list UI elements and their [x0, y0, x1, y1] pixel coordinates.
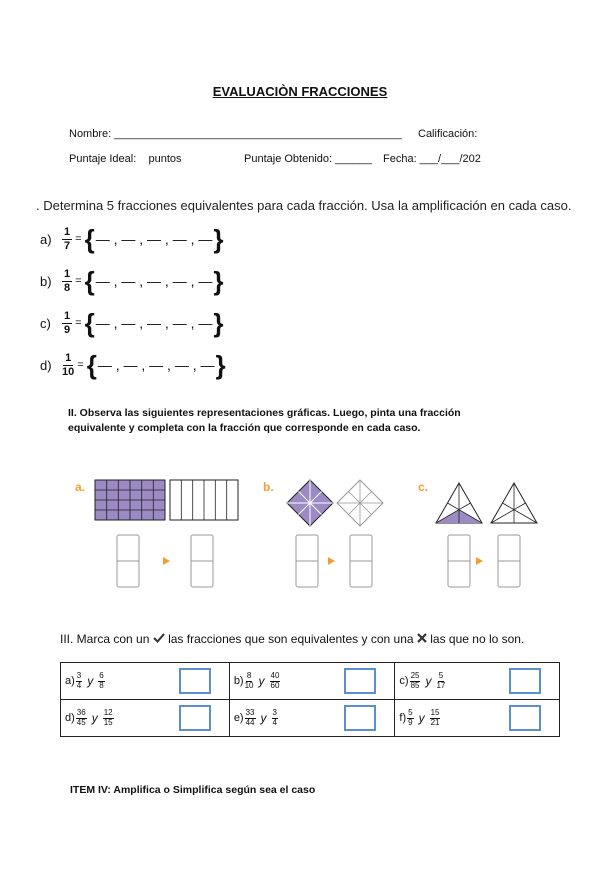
letter-b: b. [263, 480, 274, 494]
fraction [62, 311, 72, 336]
denominator: 21 [430, 718, 440, 727]
equals-sign: = [75, 233, 82, 245]
numerator: 33 [245, 708, 255, 717]
puntaje-obtenido[interactable]: Puntaje Obtenido: ______ [244, 153, 372, 165]
fraction [76, 672, 82, 690]
fraction [407, 709, 413, 727]
numerator: 1 [64, 309, 71, 322]
item-d-row [40, 352, 226, 378]
table-cell [229, 700, 395, 737]
fraction [98, 672, 104, 690]
arrow-right-icon [328, 557, 335, 565]
denominator: 60 [270, 681, 280, 690]
answer-checkbox[interactable] [344, 705, 376, 731]
conjunction: y [425, 674, 432, 688]
numerator: 3 [272, 708, 277, 717]
instruction-part: las fracciones que son equivalentes y con una [168, 632, 414, 646]
numerator: 3 [76, 671, 82, 680]
answer-checkbox[interactable] [179, 668, 211, 694]
fraction [430, 709, 441, 727]
denominator: 10 [62, 365, 75, 378]
conjunction: y [87, 674, 94, 688]
numerator: 1 [65, 351, 72, 364]
table-row [61, 700, 560, 737]
numerator: 1 [64, 225, 71, 238]
denominator: 9 [64, 323, 71, 336]
fraction [410, 672, 421, 690]
section3-instruction [60, 632, 524, 646]
cell-label: f) [399, 712, 407, 724]
denominator: 15 [103, 718, 113, 727]
cell-label: c) [399, 675, 409, 687]
triangle-blank-figure[interactable] [491, 483, 537, 523]
section2-instruction: II. Observa las siguientes representaciones gráficas. Luego, pinta una fracción equivalente y completa con la fracción que corresponde en cada caso. [68, 407, 461, 434]
section2-graphics [70, 475, 550, 595]
cross-icon [417, 633, 427, 643]
equivalence-table [60, 662, 560, 737]
numerator: 25 [410, 671, 420, 680]
answer-checkbox[interactable] [179, 705, 211, 731]
section4-instruction: ITEM IV: Amplifica o Simplifica según sea el caso [70, 784, 316, 796]
item-b-row [40, 268, 224, 294]
puntaje-ideal: Puntaje Ideal: puntos [69, 153, 182, 165]
denominator: 8 [99, 681, 104, 690]
numerator: 36 [76, 708, 86, 717]
cell-label: b) [233, 675, 244, 687]
cell-label: a) [65, 675, 75, 687]
cell-label: e) [233, 712, 244, 724]
calificacion-label: Calificación: [418, 128, 478, 140]
fraction [62, 227, 72, 252]
table-cell [395, 663, 560, 700]
arrow-right-icon [163, 557, 170, 565]
answer-blanks[interactable]: — , — , — , — , — [95, 231, 213, 247]
answer-checkbox[interactable] [509, 668, 541, 694]
fraction [270, 672, 281, 690]
fraction [436, 672, 445, 690]
arrow-right-icon [476, 557, 483, 565]
instruction-part: las que no lo son. [430, 632, 525, 646]
open-brace: { [84, 266, 95, 296]
answer-checkbox[interactable] [509, 705, 541, 731]
fraction [245, 709, 256, 727]
answer-blanks[interactable]: — , — , — , — , — [97, 357, 215, 373]
numerator: 5 [408, 708, 413, 717]
equals-sign: = [75, 317, 82, 329]
table-cell [395, 700, 560, 737]
table-cell [61, 663, 230, 700]
fraction [76, 709, 87, 727]
denominator: 85 [410, 681, 420, 690]
denominator: 44 [245, 718, 255, 727]
item-c-row [40, 310, 224, 336]
table-row [61, 663, 560, 700]
denominator: 4 [76, 681, 82, 690]
item-label: d) [40, 357, 52, 373]
item-label: a) [40, 231, 52, 247]
letter-a: a. [75, 480, 86, 494]
numerator: 12 [103, 708, 113, 717]
table-cell [229, 663, 395, 700]
grid-blank-figure[interactable] [170, 480, 238, 520]
conjunction: y [418, 711, 425, 725]
numerator: 40 [270, 671, 280, 680]
close-brace: } [213, 266, 224, 296]
triangle-shaded-figure [436, 483, 482, 523]
denominator: 4 [272, 718, 277, 727]
equals-sign: = [75, 275, 82, 287]
numerator: 1 [64, 267, 71, 280]
nombre-field[interactable]: Nombre: _______________________________________________ [69, 128, 402, 140]
letter-c: c. [418, 480, 429, 494]
denominator: 7 [64, 239, 71, 252]
diamond-shaded-figure [287, 480, 333, 526]
close-brace: } [213, 224, 224, 254]
item-label: c) [40, 315, 51, 331]
answer-blanks[interactable]: — , — , — , — , — [95, 315, 213, 331]
fecha-field[interactable]: Fecha: ___/___/202 [383, 153, 481, 165]
denominator: 9 [408, 718, 413, 727]
denominator: 45 [76, 718, 86, 727]
open-brace: { [84, 308, 95, 338]
numerator: 6 [99, 671, 104, 680]
close-brace: } [213, 308, 224, 338]
numerator: 15 [430, 708, 440, 717]
grid-shaded-figure [95, 480, 165, 520]
fraction [103, 709, 114, 727]
answer-checkbox[interactable] [344, 668, 376, 694]
equals-sign: = [77, 359, 84, 371]
close-brace: } [215, 350, 226, 380]
item-label: b) [40, 273, 52, 289]
check-icon [153, 633, 165, 643]
item-a-row [40, 226, 224, 252]
cell-label: d) [65, 712, 75, 724]
conjunction: y [260, 711, 267, 725]
answer-blanks[interactable]: — , — , — , — , — [95, 273, 213, 289]
diamond-blank-figure[interactable] [337, 480, 383, 526]
conjunction: y [258, 674, 265, 688]
numerator: 5 [438, 671, 444, 680]
open-brace: { [86, 350, 97, 380]
fraction [62, 269, 72, 294]
instruction-part: III. Marca con un [60, 632, 150, 646]
conjunction: y [91, 711, 98, 725]
denominator: 17 [436, 681, 446, 690]
denominator: 10 [244, 681, 254, 690]
table-cell [61, 700, 230, 737]
open-brace: { [84, 224, 95, 254]
section1-instruction: . Determina 5 fracciones equivalentes para cada fracción. Usa la amplificación en cada caso. [36, 198, 572, 213]
fraction [62, 353, 74, 378]
page-title: EVALUACIÒN FRACCIONES [212, 84, 388, 99]
fraction [272, 709, 278, 727]
numerator: 8 [246, 671, 252, 680]
denominator: 8 [64, 281, 71, 294]
fraction [245, 672, 254, 690]
